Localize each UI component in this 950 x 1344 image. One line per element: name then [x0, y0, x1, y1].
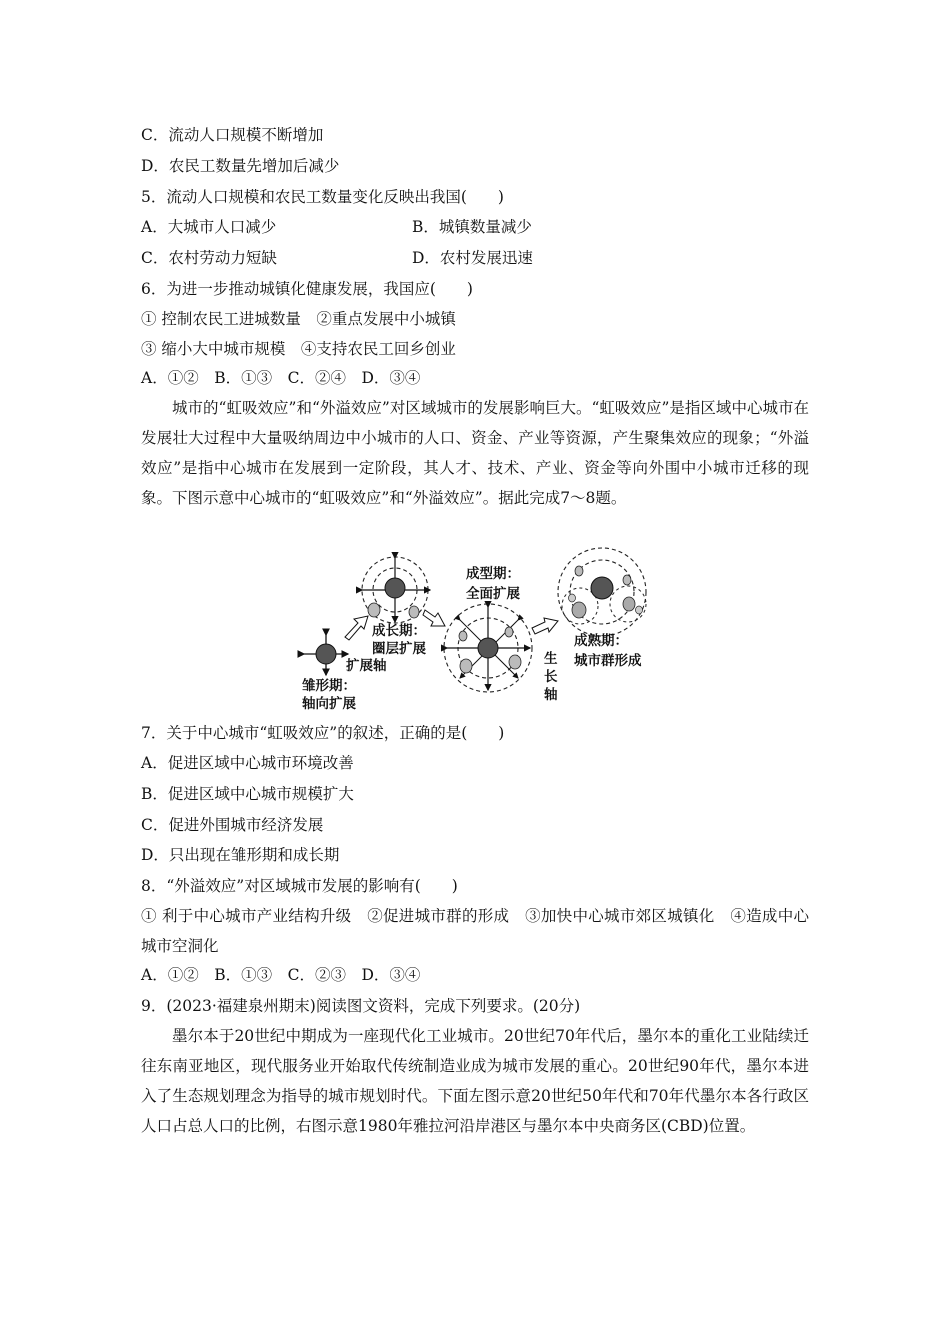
question-8: 8．“外溢效应”对区域城市发展的影响有( ): [141, 877, 458, 895]
q5-option-a: A．大城市人口减少: [141, 218, 277, 236]
question-5: 5．流动人口规模和农民工数量变化反映出我国( ): [141, 188, 504, 206]
expansion-axis-label: 扩展轴: [346, 658, 387, 674]
stage3-subtitle: 全面扩展: [466, 586, 520, 602]
q9-paragraph: 墨尔本于20世纪中期成为一座现代化工业城市。20世纪70年代后，墨尔本的重化工业陆续迁往东南亚地区，现代服务业开始取代传统制造业成为城市发展的重心。20世纪90年代，墨尔本进入了生态规划理念为指导的城市规划时代。下面左图示意20世纪50年代和70年代墨尔本各行政区人口占总人口的比例，右图示意1980年雅拉河沿岸港区与墨尔本中央商务区(CBD)位置。: [141, 1027, 809, 1135]
stage1-subtitle: 轴向扩展: [302, 696, 356, 712]
stage4-graphic: [558, 548, 646, 636]
growth-axis-char-3: 轴: [544, 687, 558, 703]
growth-axis-char-2: 长: [544, 669, 558, 685]
stage3-title: 成型期：: [466, 566, 520, 582]
q7-option-c: C．促进外围城市经济发展: [141, 816, 324, 834]
q6-statements-1: ① 控制农民工进城数量 ②重点发展中小城镇: [141, 310, 456, 328]
q6-statements-2: ③ 缩小大中城市规模 ④支持农民工回乡创业: [141, 340, 456, 358]
q8-options: A．①② B．①③ C．②③ D．③④: [141, 966, 421, 984]
q8-statements: ① 利于中心城市产业结构升级 ②促进城市群的形成 ③加快中心城市郊区城镇化 ④造成中心城市空洞化: [141, 907, 809, 955]
stage4-title: 成熟期：: [574, 633, 628, 649]
q7-option-a: A．促进区域中心城市环境改善: [141, 754, 354, 772]
stage3-graphic: [444, 604, 532, 692]
arrow-stage3-to-4: [532, 618, 558, 634]
stage4-subtitle: 城市群形成: [574, 653, 642, 669]
stage2-title: 成长期：: [372, 623, 426, 639]
q5-option-d: D．农村发展迅速: [412, 249, 533, 267]
stage2-graphic: [362, 557, 430, 623]
city-effect-diagram: [290, 540, 670, 715]
q7-option-b: B．促进区域中心城市规模扩大: [141, 785, 354, 803]
arrow-stage1-to-2: [345, 616, 368, 640]
stage2-subtitle: 圈层扩展: [372, 641, 426, 657]
arrow-stage2-to-3: [423, 610, 445, 626]
question-6: 6．为进一步推动城镇化健康发展，我国应( ): [141, 280, 473, 298]
q6-options: A．①② B．①③ C．②④ D．③④: [141, 369, 421, 387]
intro-paragraph: 城市的“虹吸效应”和“外溢效应”对区域城市的发展影响巨大。“虹吸效应”是指区域中心城市在发展壮大过程中大量吸纳周边中小城市的人口、资金、产业等资源，产生聚集效应的现象；“外溢效应”是指中心城市在发展到一定阶段，其人才、技术、产业、资金等向外围中小城市迁移的现象。下图示意中心城市的“虹吸效应”和“外溢效应”。据此完成7～8题。: [141, 399, 809, 507]
q5-option-c: C．农村劳动力短缺: [141, 249, 277, 267]
stage1-graphic: [304, 635, 348, 675]
q4-option-c: C．流动人口规模不断增加: [141, 126, 324, 144]
question-7: 7．关于中心城市“虹吸效应”的叙述，正确的是( ): [141, 724, 505, 742]
stage1-title: 雏形期：: [302, 678, 356, 694]
q5-option-b: B．城镇数量减少: [412, 218, 532, 236]
growth-axis-char-1: 生: [544, 651, 558, 667]
q7-option-d: D．只出现在雏形期和成长期: [141, 846, 340, 864]
question-9: 9．(2023·福建泉州期末)阅读图文资料，完成下列要求。(20分): [141, 997, 581, 1015]
q4-option-d: D．农民工数量先增加后减少: [141, 157, 340, 175]
